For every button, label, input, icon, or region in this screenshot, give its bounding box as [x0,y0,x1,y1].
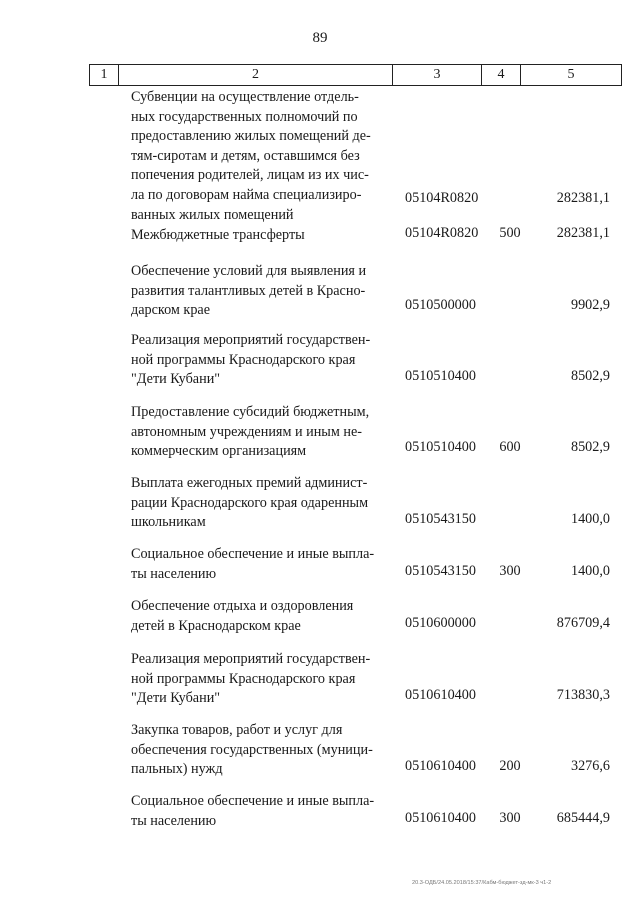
description-line: рации Краснодарского края одаренным [131,494,369,511]
description-line: пальных) нужд [131,761,223,778]
column-header-2: 2 [119,65,393,86]
target-code: 0510543150 [405,511,476,527]
description-line: ных государственных полномочий по [131,108,358,125]
target-code: 05104R0820 [405,190,479,206]
expense-type: 300 [499,810,521,826]
expense-type: 500 [499,225,521,241]
description-line: автономным учреждениям и иным не- [131,423,362,440]
row-description [131,474,389,533]
column-header-3: 3 [393,65,482,86]
column-header-1: 1 [90,65,119,86]
amount: 1400,0 [570,563,610,579]
amount: 282381,1 [556,225,610,241]
amount: 282381,1 [556,190,610,206]
row-description [131,545,389,584]
description-line: детей в Краснодарском крае [131,617,301,634]
description-line: ты населению [131,812,217,829]
row-description [131,262,389,321]
expense-type: 300 [499,563,521,579]
row-description [131,403,389,462]
target-code: 0510500000 [405,297,476,313]
amount: 713830,3 [556,687,610,703]
amount: 3276,6 [570,758,610,774]
target-code: 0510510400 [405,439,476,455]
amount: 9902,9 [570,297,610,313]
row-description [131,88,389,225]
description-line: Предоставление субсидий бюджетным, [131,404,370,420]
column-header-5: 5 [521,65,622,86]
document-footer-stamp: 20.3-ОДБ/24.05.2018/15:37/Кабм-бюджет-зд-мк-3 ч1-2 [412,880,552,886]
target-code: 0510543150 [405,563,476,579]
column-header-table [89,64,622,86]
row-description [131,331,389,390]
description-line: ной программы Краснодарского края [131,351,356,368]
description-line: Реализация мероприятий государствен- [131,332,371,348]
target-code: 0510510400 [405,368,476,384]
description-line: коммерческим организациям [131,443,307,460]
description-line: попечения родителей, лицам из их чис- [131,167,369,184]
description-line: Закупка товаров, работ и услуг для [131,722,343,738]
description-line: ной программы Краснодарского края [131,670,356,687]
description-line: тям-сиротам и детям, оставшимся без [131,147,360,164]
row-description [131,597,389,636]
target-code: 0510600000 [405,615,476,631]
expense-type: 200 [499,758,521,774]
column-header-4: 4 [482,65,521,86]
description-line: Обеспечение условий для выявления и [131,263,367,279]
description-line: предоставлению жилых помещений де- [131,128,371,145]
description-line: школьникам [131,514,206,531]
description-line: Выплата ежегодных премий админист- [131,475,368,491]
description-line: Субвенции на осуществление отдель- [131,89,359,105]
target-code: 0510610400 [405,810,476,826]
description-line: обеспечения государственных (муници- [131,741,373,758]
description-line: ты населению [131,565,217,582]
description-line: Межбюджетные трансферты [131,227,305,243]
description-line: развития талантливых детей в Красно- [131,282,366,299]
description-line: "Дети Кубани" [131,371,221,388]
target-code: 0510610400 [405,687,476,703]
target-code: 05104R0820 [405,225,479,241]
column-header-row [90,65,622,86]
amount: 1400,0 [570,511,610,527]
row-description [131,226,389,246]
page-number: 89 [312,30,328,46]
target-code: 0510610400 [405,758,476,774]
amount: 876709,4 [556,615,610,631]
amount: 685444,9 [556,810,610,826]
expense-type: 600 [499,439,521,455]
row-description [131,721,389,780]
description-line: ванных жилых помещений [131,206,294,223]
row-description [131,650,389,709]
amount: 8502,9 [570,368,610,384]
description-line: Реализация мероприятий государствен- [131,651,371,667]
description-line: Обеспечение отдыха и оздоровления [131,598,354,614]
row-description [131,792,389,831]
description-line: Социальное обеспечение и иные выпла- [131,546,375,562]
amount: 8502,9 [570,439,610,455]
description-line: Социальное обеспечение и иные выпла- [131,793,375,809]
description-line: дарском крае [131,302,211,319]
description-line: ла по договорам найма специализиро- [131,186,362,203]
description-line: "Дети Кубани" [131,690,221,707]
